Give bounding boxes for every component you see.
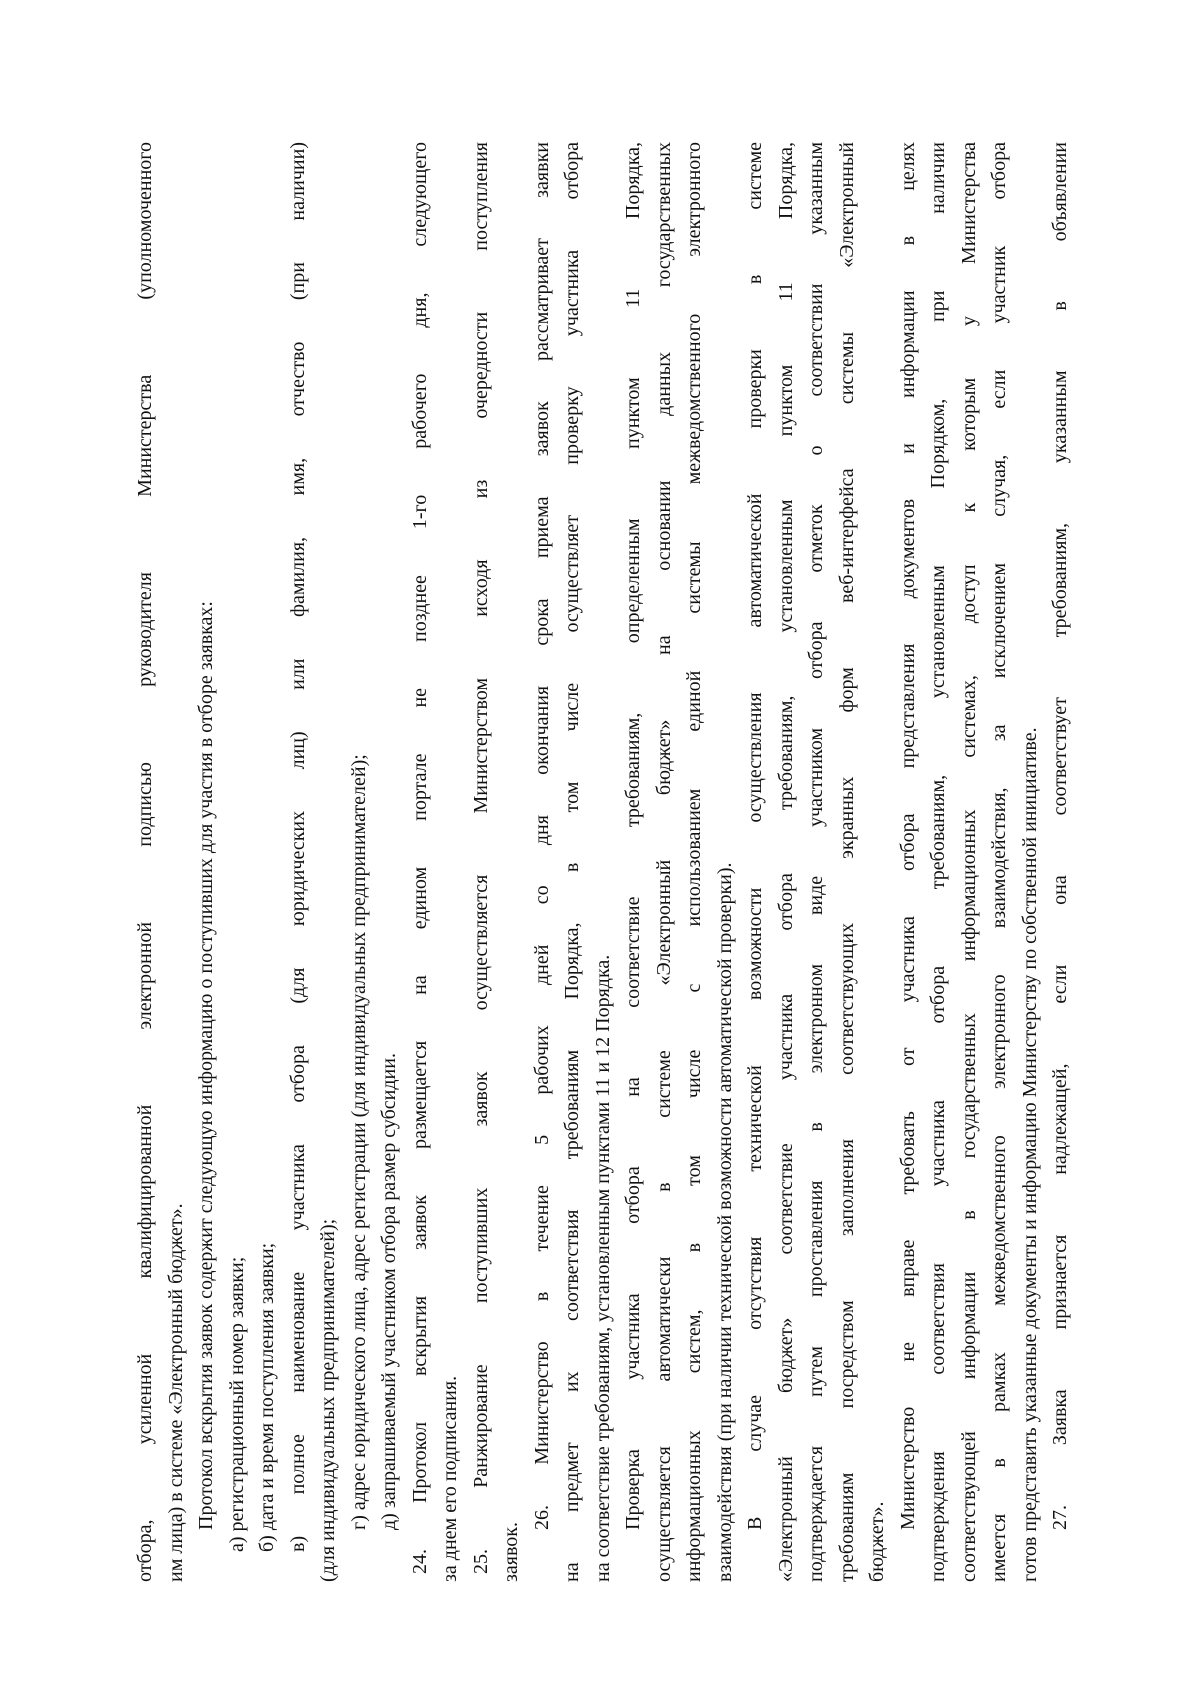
text-line: д) запрашиваемый участником отбора размер субсидии. xyxy=(378,1053,400,1530)
text-line: 24. Протокол вскрытия заявок размещается на едином портале не позднее 1-го рабочего дня, следующего xyxy=(408,142,431,1574)
text-line: готов представить указанные документы и информацию Министерству по собственной инициативе. xyxy=(1018,727,1041,1582)
text-line: отбора, усиленной квалифицированной электронной подписью руководителя Министерства (уполномоченного xyxy=(134,142,156,1582)
text-line: подтверждается путем проставления в электронном виде участником отбора отметок о соответствии указанным xyxy=(805,142,827,1582)
text-line: г) адрес юридического лица, адрес регистрации (для индивидуальных предпринимателей); xyxy=(347,754,370,1530)
text-line: в) полное наименование участника отбора (для юридических лиц) или фамилия, имя, отчество (при наличии) xyxy=(286,142,309,1552)
text-line: бюджет». xyxy=(866,1501,888,1582)
text-line: осуществляется автоматически в системе «Электронный бюджет» на основании данных государственных xyxy=(652,142,675,1582)
text-line: требованиям посредством заполнения соответствующих экранных форм веб-интерфейса системы «Электронный xyxy=(835,142,858,1582)
text-line: им лица) в системе «Электронный бюджет». xyxy=(164,1203,187,1582)
text-line: 27. Заявка признается надлежащей, если она соответствует требованиям, указанным в объявлении xyxy=(1049,142,1071,1530)
text-line: Министерство не вправе требовать от участника отбора представления документов и информации в целях xyxy=(896,142,919,1530)
text-line: (для индивидуальных предпринимателей); xyxy=(317,1218,339,1582)
text-line: 26. Министерство в течение 5 рабочих дней со дня окончания срока приема заявок рассматривает заявки xyxy=(530,142,553,1530)
text-line: В случае отсутствия технической возможности осуществления автоматической проверки в системе xyxy=(744,142,766,1530)
text-line: имеется в рамках межведомственного электронного взаимодействия, за исключением случая, если участник отбора xyxy=(988,142,1010,1582)
text-line: Протокол вскрытия заявок содержит следующую информацию о поступивших для участия в отборе заявках: xyxy=(195,601,217,1530)
text-line: а) регистрационный номер заявки; xyxy=(225,1256,248,1552)
text-line: Проверка участника отбора на соответствие требованиям, определенным пунктом 11 Порядка, xyxy=(622,142,644,1530)
text-line: на предмет их соответствия требованиям Порядка, в том числе осуществляет проверку участника отбора xyxy=(561,142,583,1582)
rotated-page-content xyxy=(130,142,1071,1582)
text-line: за днем его подписания. xyxy=(439,1375,461,1582)
text-line: 25. Ранжирование поступивших заявок осуществляется Министерством исходя из очередности поступления xyxy=(469,142,492,1574)
text-line: заявок. xyxy=(500,1522,522,1582)
text-line: взаимодействия (при наличии технической возможности автоматической проверки). xyxy=(713,862,736,1582)
text-line: «Электронный бюджет» соответствие участника отбора требованиям, установленным пунктом 11 Порядка, xyxy=(774,142,797,1582)
text-line: б) дата и время поступления заявки; xyxy=(256,1242,278,1552)
document-body xyxy=(130,142,1076,1582)
text-line: информационных систем, в том числе с использованием единой системы межведомственного электронного xyxy=(683,142,705,1582)
text-line: подтверждения соответствия участника отбора требованиям, установленным Порядком, при наличии xyxy=(927,142,949,1582)
text-line: на соответствие требованиям, установленным пунктами 11 и 12 Порядка. xyxy=(591,954,614,1582)
text-line: соответствующей информации в государственных информационных системах, доступ к которым у Министерства xyxy=(957,142,980,1582)
